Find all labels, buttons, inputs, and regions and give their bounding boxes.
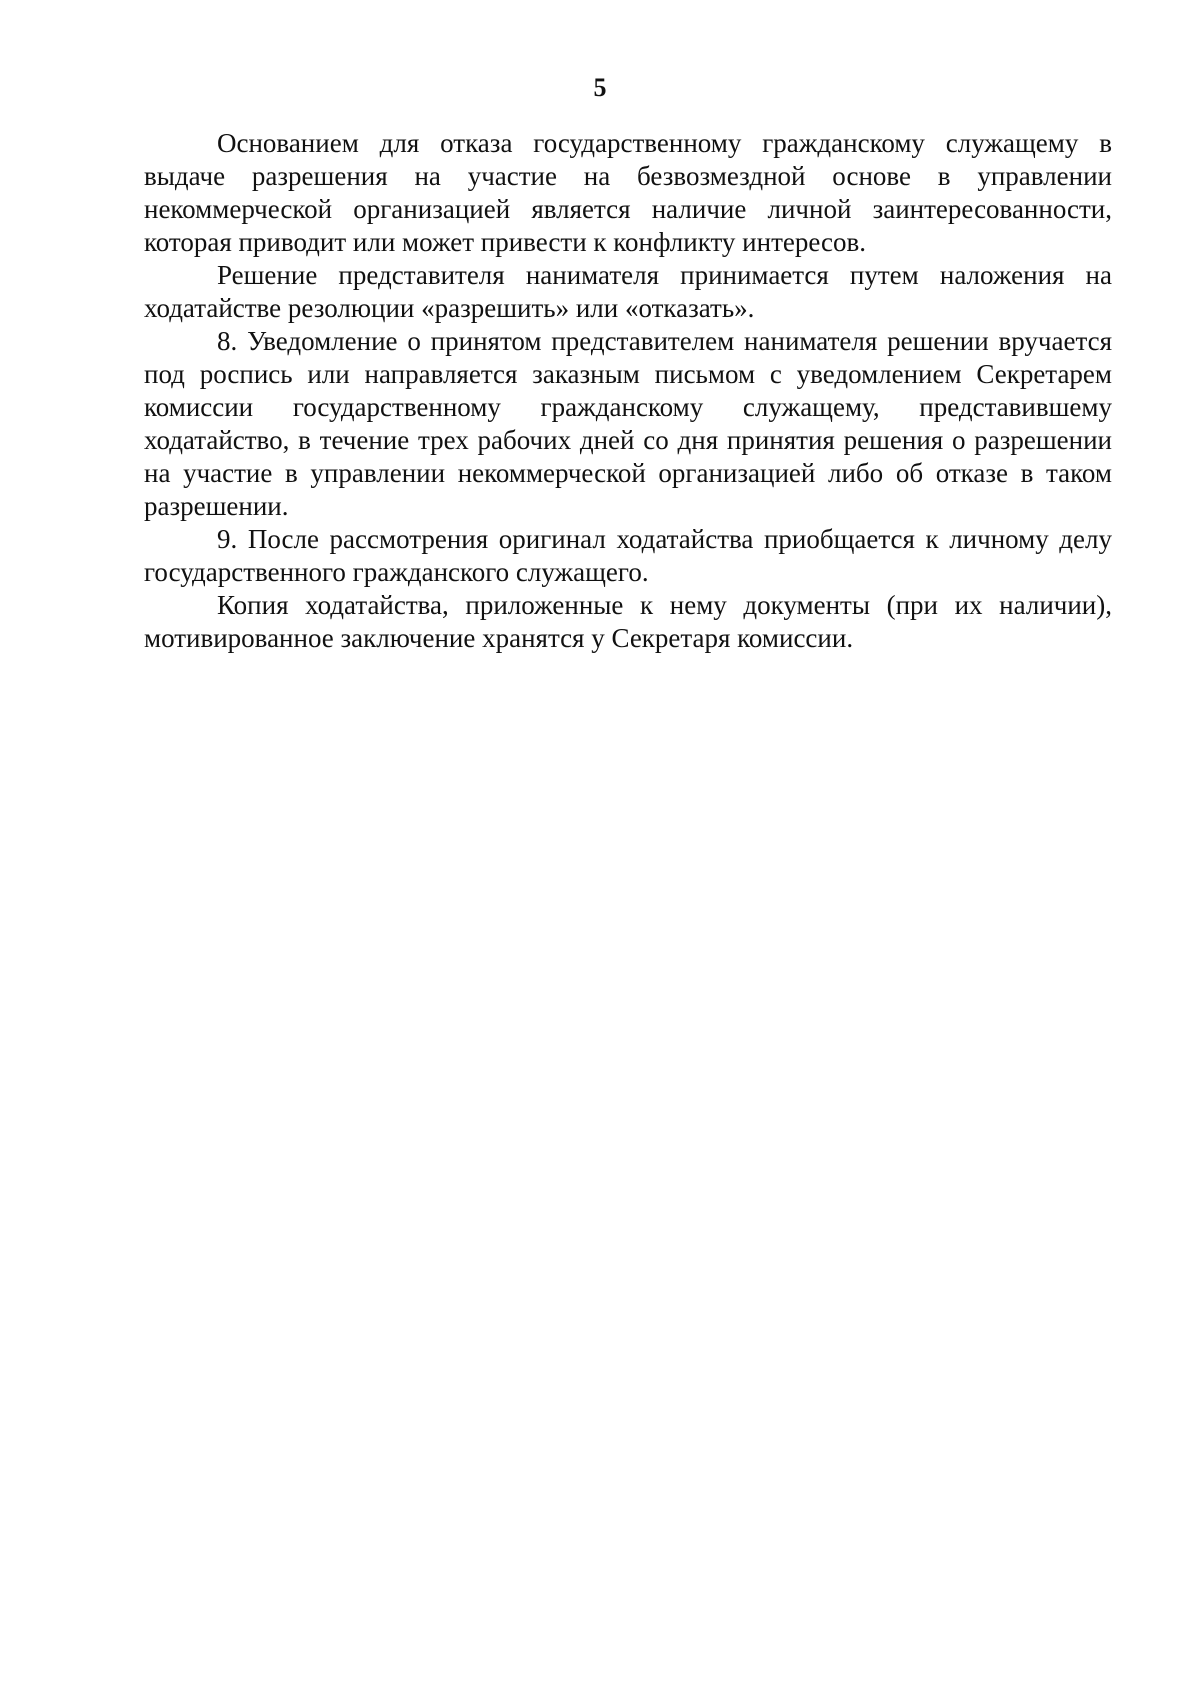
paragraph-copy-storage: Копия ходатайства, приложенные к нему документы (при их наличии), мотивированное заключение хранятся у Секретаря комиссии. — [144, 590, 1112, 653]
paragraph-refusal-grounds: Основанием для отказа государственному гражданскому служащему в выдаче разрешения на участие на безвозмездной основе в управлении некоммерческой организацией является наличие личной заинтересованности, которая приводит или может привести к конфликту интересов. — [144, 128, 1112, 257]
paragraph-item-9-original: 9. После рассмотрения оригинал ходатайства приобщается к личному делу государственного гражданского служащего. — [144, 524, 1112, 587]
paragraph-decision-resolution: Решение представителя нанимателя принимается путем наложения на ходатайстве резолюции «разрешить» или «отказать». — [144, 260, 1112, 323]
document-body — [144, 127, 1112, 655]
page-number: 5 — [593, 73, 607, 102]
paragraph-item-8-notification: 8. Уведомление о принятом представителем нанимателя решении вручается под роспись или направляется заказным письмом с уведомлением Секретарем комиссии государственному гражданскому служащему, представившему ходатайство, в течение трех рабочих дней со дня принятия решения о разрешении на участие в управлении некоммерческой организацией либо об отказе в таком разрешении. — [144, 326, 1112, 521]
